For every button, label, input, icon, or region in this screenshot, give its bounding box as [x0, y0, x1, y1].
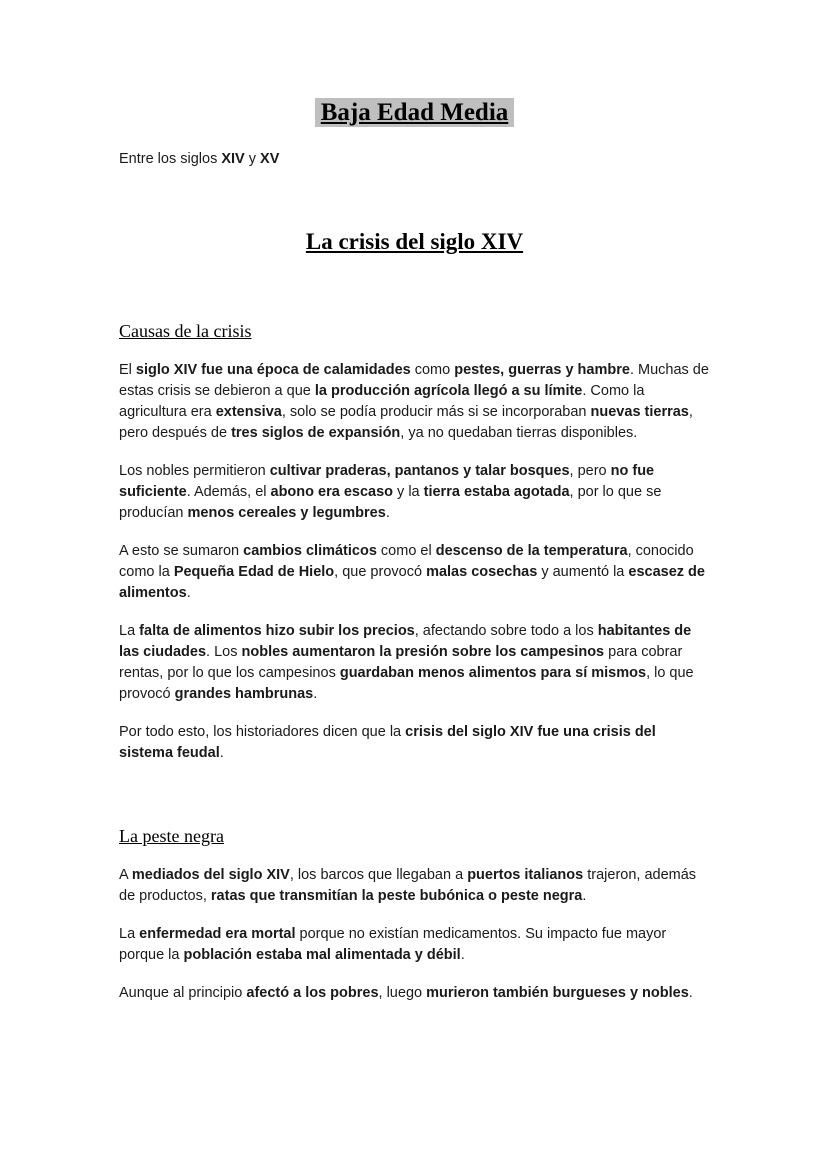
text-run: y la [393, 484, 424, 500]
paragraph-peste-3 [119, 983, 710, 1004]
paragraph-peste-2 [119, 924, 710, 966]
text-run-bold: habitantes de las ciudades [119, 623, 692, 660]
text-run: . [582, 888, 587, 904]
text-run-bold: XIV [221, 151, 245, 167]
text-run: . Como la agricultura era [119, 383, 645, 420]
text-run: Los nobles permitieron [119, 463, 270, 479]
text-run-bold: guardaban menos alimentos para sí mismos [339, 665, 647, 681]
heading-la-peste-negra [119, 824, 710, 848]
text-run-bold: tierra estaba agotada [423, 484, 570, 500]
text-run: A esto se sumaron [119, 543, 244, 559]
text-run-bold: murieron también burgueses y nobles [426, 985, 689, 1001]
section-title-text: La crisis del siglo XIV [305, 229, 524, 254]
text-run: y aumentó la [537, 564, 629, 580]
text-run: , por lo que se producían [119, 484, 662, 521]
text-run-bold: puertos italianos [467, 867, 584, 883]
text-run: . [186, 585, 191, 601]
text-run: . [460, 947, 465, 963]
section-title-crisis [119, 228, 710, 256]
heading-text: Causas de la crisis [119, 321, 252, 341]
text-run: . Los [206, 644, 242, 660]
paragraph-crisis-3 [119, 541, 710, 604]
text-run: . Muchas de estas crisis se debieron a que [119, 362, 709, 399]
text-run: . Además, el [186, 484, 271, 500]
page-title-text: Baja Edad Media [315, 98, 515, 127]
text-run-bold: no fue suficiente [119, 463, 655, 500]
text-run-bold: afectó a los pobres [246, 985, 379, 1001]
text-run: , solo se podía producir más si se incorporaban [281, 404, 591, 420]
text-run: , que provocó [334, 564, 427, 580]
text-run-bold: nuevas tierras [590, 404, 689, 420]
text-run: , pero después de [119, 404, 693, 441]
text-run: . [688, 985, 693, 1001]
text-run: . [219, 745, 224, 761]
text-run: . [385, 505, 390, 521]
text-run-bold: cultivar praderas, pantanos y talar bosques [269, 463, 570, 479]
paragraph-crisis-5 [119, 722, 710, 764]
paragraph-peste-1 [119, 865, 710, 907]
text-run: El [119, 362, 136, 378]
text-run-bold: crisis del siglo XIV fue una crisis del sistema feudal [119, 724, 656, 761]
text-run-bold: tres siglos de expansión [231, 425, 401, 441]
text-run-bold: nobles aumentaron la presión sobre los campesinos [241, 644, 605, 660]
text-run-bold: menos cereales y legumbres [187, 505, 386, 521]
text-run: como el [376, 543, 436, 559]
text-run-bold: abono era escaso [270, 484, 394, 500]
text-run: , lo que provocó [119, 665, 694, 702]
text-run: porque no existían medicamentos. Su impacto fue mayor porque la [119, 926, 667, 963]
text-run-bold: XV [260, 151, 280, 167]
text-run-bold: pestes, guerras y hambre [454, 362, 630, 378]
text-run: , pero [569, 463, 611, 479]
text-run: y [244, 151, 261, 167]
text-run: A [119, 867, 132, 883]
text-run-bold: la producción agrícola llegó a su límite [314, 383, 583, 399]
text-run: Por todo esto, los historiadores dicen que la [119, 724, 406, 740]
text-run-bold: Pequeña Edad de Hielo [173, 564, 335, 580]
text-run: , afectando sobre todo a los [414, 623, 598, 639]
text-run-bold: extensiva [215, 404, 282, 420]
text-run-bold: escasez de alimentos [119, 564, 705, 601]
heading-causas-de-la-crisis [119, 319, 710, 343]
text-run: , ya no quedaban tierras disponibles. [400, 425, 638, 441]
text-run: Aunque al principio [119, 985, 247, 1001]
text-run: , luego [378, 985, 427, 1001]
text-run: , los barcos que llegaban a [289, 867, 468, 883]
text-run-bold: falta de alimentos hizo subir los precios [139, 623, 415, 639]
text-run-bold: enfermedad era mortal [139, 926, 296, 942]
page-title [119, 98, 710, 128]
text-run-bold: descenso de la temperatura [435, 543, 628, 559]
text-run: Entre los siglos [119, 151, 222, 167]
text-run-bold: mediados del siglo XIV [131, 867, 290, 883]
text-run-bold: grandes hambrunas [174, 686, 314, 702]
text-run-bold: siglo XIV fue una época de calamidades [135, 362, 411, 378]
text-run: La [119, 926, 140, 942]
text-run: trajeron, además de productos, [119, 867, 697, 904]
text-run: La [119, 623, 140, 639]
text-run-bold: ratas que transmitían la peste bubónica o peste negra [210, 888, 583, 904]
text-run: como [410, 362, 455, 378]
paragraph-crisis-1 [119, 360, 710, 444]
intro-line [119, 149, 710, 170]
text-run-bold: población estaba mal alimentada y débil [183, 947, 461, 963]
heading-text: La peste negra [119, 826, 224, 846]
text-run: . [313, 686, 318, 702]
text-run: para cobrar rentas, por lo que los campesinos [119, 644, 683, 681]
paragraph-crisis-4 [119, 621, 710, 705]
text-run: , conocido como la [119, 543, 694, 580]
paragraph-crisis-2 [119, 461, 710, 524]
text-run-bold: malas cosechas [426, 564, 538, 580]
text-run-bold: cambios climáticos [243, 543, 377, 559]
